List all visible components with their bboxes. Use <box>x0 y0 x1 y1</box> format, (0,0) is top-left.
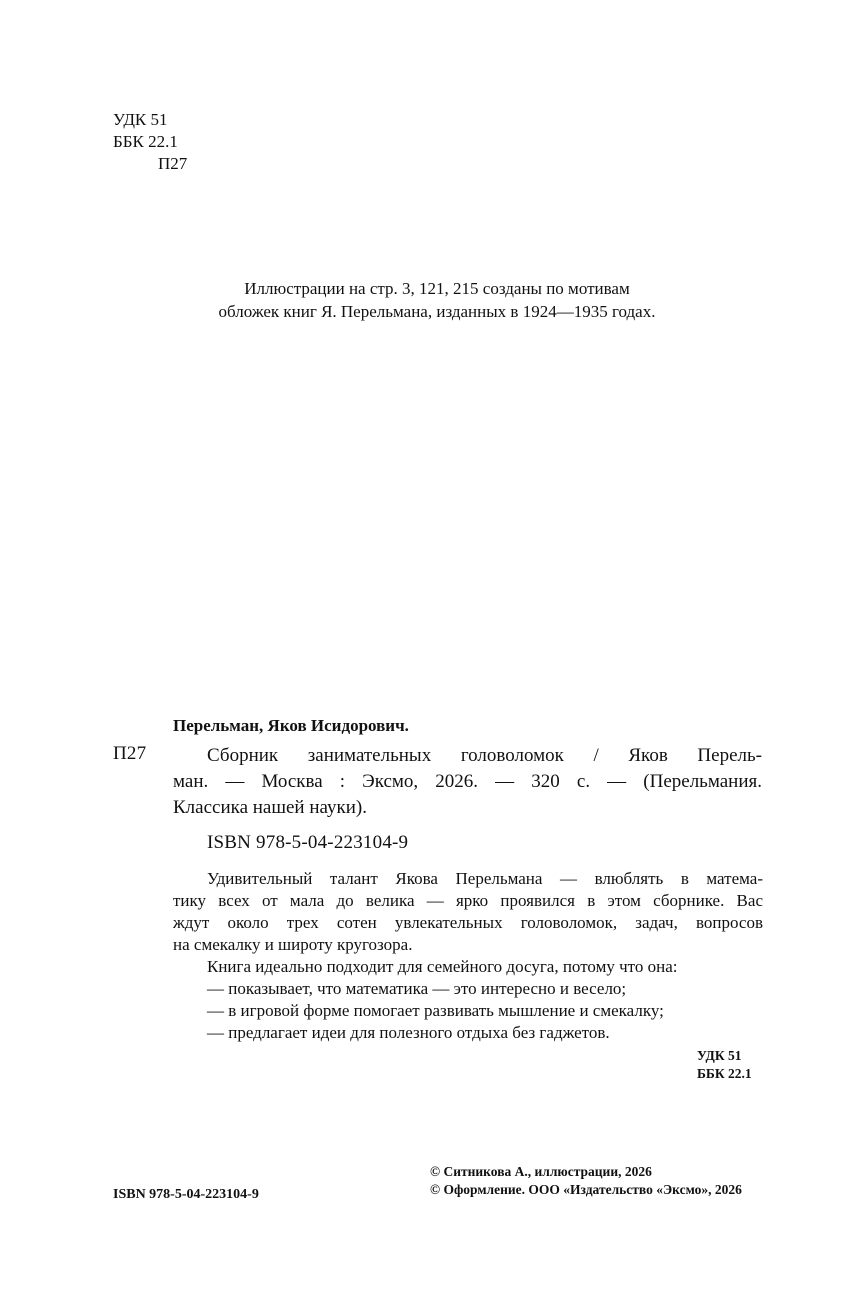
copyright-design: © Оформление. ООО «Издательство «Эксмо», 2026 <box>430 1182 742 1197</box>
footer-isbn: ISBN 978-5-04-223104-9 <box>113 1187 259 1202</box>
annotation-line: — предлагает идеи для полезного отдыха без гаджетов. <box>207 1023 610 1042</box>
catalog-author-sign: П27 <box>113 743 147 764</box>
annotation-line: Удивительный талант Якова Перельмана — влюблять в матема- <box>207 869 763 888</box>
annotation-line: — в игровой форме помогает развивать мышление и смекалку; <box>207 1001 664 1020</box>
description-line: Классика нашей науки). <box>173 797 367 818</box>
illustrations-note <box>0 277 844 323</box>
udk-code: УДК 51 <box>113 110 168 129</box>
annotation-line: на смекалку и широту кругозора. <box>173 935 413 954</box>
author-heading: Перельман, Яков Исидорович. <box>173 716 409 735</box>
illustrations-note-line: Иллюстрации на стр. 3, 121, 215 созданы по мотивам <box>244 279 630 298</box>
author-sign: П27 <box>158 154 188 173</box>
description-line: Сборник занимательных головоломок / Яков Перель- <box>207 745 762 766</box>
annotation-line: Книга идеально подходит для семейного досуга, потому что она: <box>207 957 678 976</box>
udk-code-bottom: УДК 51 <box>697 1048 742 1063</box>
annotation-line: ждут около трех сотен увлекательных головоломок, задач, вопросов <box>173 913 763 932</box>
bbk-code: ББК 22.1 <box>113 132 178 151</box>
bbk-code-bottom: ББК 22.1 <box>697 1066 752 1081</box>
annotation-line: — показывает, что математика — это интересно и весело; <box>207 979 627 998</box>
annotation-line: тику всех от мала до велика — ярко проявился в этом сборнике. Вас <box>173 891 763 910</box>
catalog-isbn: ISBN 978-5-04-223104-9 <box>207 832 409 853</box>
annotation <box>173 868 763 1044</box>
bibliographic-description <box>173 743 762 821</box>
illustrations-note-line: обложек книг Я. Перельмана, изданных в 1924—1935 годах. <box>218 302 656 321</box>
copyright-illustrations: © Ситникова А., иллюстрации, 2026 <box>430 1164 652 1179</box>
description-line: ман. — Москва : Эксмо, 2026. — 320 с. — (Перельмания. <box>173 771 762 792</box>
